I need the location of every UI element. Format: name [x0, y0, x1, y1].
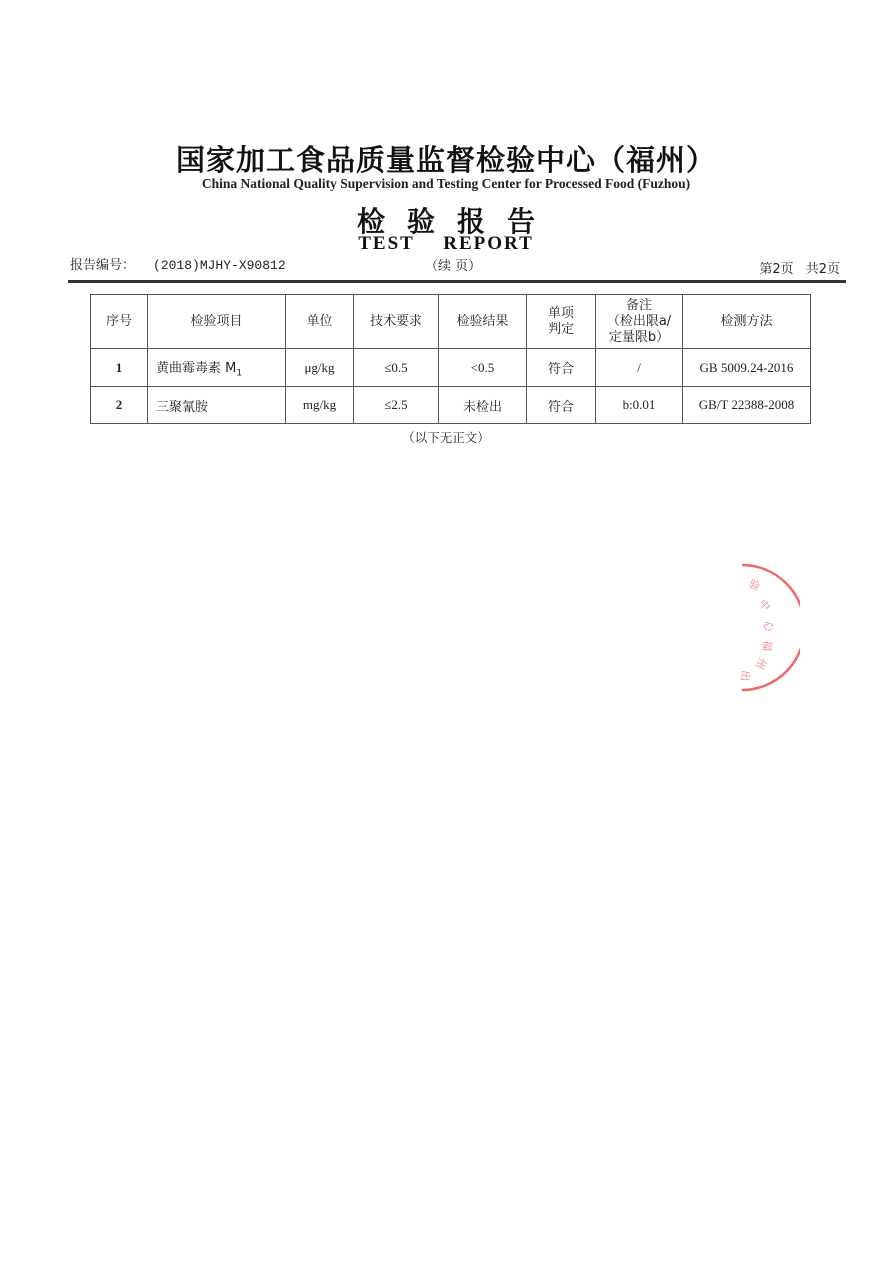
- svg-text:福: 福: [760, 639, 774, 652]
- cell-result: <0.5: [439, 349, 527, 387]
- report-number-label: 报告编号：: [70, 258, 136, 273]
- page-info: 第2页 共2页: [759, 262, 840, 277]
- continuation-label: （续 页）: [425, 259, 482, 274]
- official-seal-icon: [690, 560, 800, 695]
- col-header-remarks: 备注 （检出限a/ 定量限b）: [596, 295, 683, 349]
- table-row: [91, 387, 811, 424]
- cell-judgement: 符合: [527, 387, 596, 424]
- org-name-en: China National Quality Supervision and Testing Center for Processed Food (Fuzhou): [201, 176, 691, 191]
- cell-method: GB/T 22388-2008: [683, 387, 811, 424]
- cell-result: 未检出: [439, 387, 527, 424]
- header-divider: [68, 280, 846, 283]
- cell-requirement: ≤2.5: [354, 387, 439, 424]
- cell-judgement: 符合: [527, 349, 596, 387]
- cell-item: 黄曲霉毒素 $M_1$: [148, 349, 286, 387]
- col-header-requirement: 技术要求: [354, 295, 439, 349]
- doc-title-en: TEST REPORT: [358, 233, 534, 254]
- report-number: [70, 254, 286, 273]
- col-header-method: 检测方法: [683, 295, 811, 349]
- svg-text:中: 中: [755, 596, 773, 614]
- table-header-row: [91, 295, 811, 349]
- table-row: [91, 349, 811, 387]
- org-name-cn: 国家加工食品质量监督检验中心（福州）: [175, 143, 716, 177]
- cell-no: 1: [91, 349, 148, 387]
- svg-text:验: 验: [746, 576, 763, 594]
- cell-method: GB 5009.24-2016: [683, 349, 811, 387]
- cell-item: 三聚氰胺: [148, 387, 286, 424]
- cell-no: 2: [91, 387, 148, 424]
- cell-remark: /: [596, 349, 683, 387]
- cell-requirement: ≤0.5: [354, 349, 439, 387]
- svg-text:心: 心: [760, 618, 777, 634]
- cell-remark: b:0.01: [596, 387, 683, 424]
- report-number-value: (2018)MJHY-X90812: [153, 258, 286, 273]
- col-header-result: 检验结果: [439, 295, 527, 349]
- col-header-no: 序号: [91, 295, 148, 349]
- col-header-item: 检验项目: [148, 295, 286, 349]
- cell-unit: μg/kg: [286, 349, 354, 387]
- svg-text:州: 州: [752, 655, 770, 672]
- doc-title-cn: 检验报告: [356, 205, 557, 238]
- cell-unit: mg/kg: [286, 387, 354, 424]
- svg-text:出: 出: [738, 669, 752, 682]
- col-header-unit: 单位: [286, 295, 354, 349]
- col-header-judgement: 单项 判定: [527, 295, 596, 349]
- end-of-content-note: （以下无正文）: [402, 430, 490, 445]
- results-table: [90, 294, 811, 424]
